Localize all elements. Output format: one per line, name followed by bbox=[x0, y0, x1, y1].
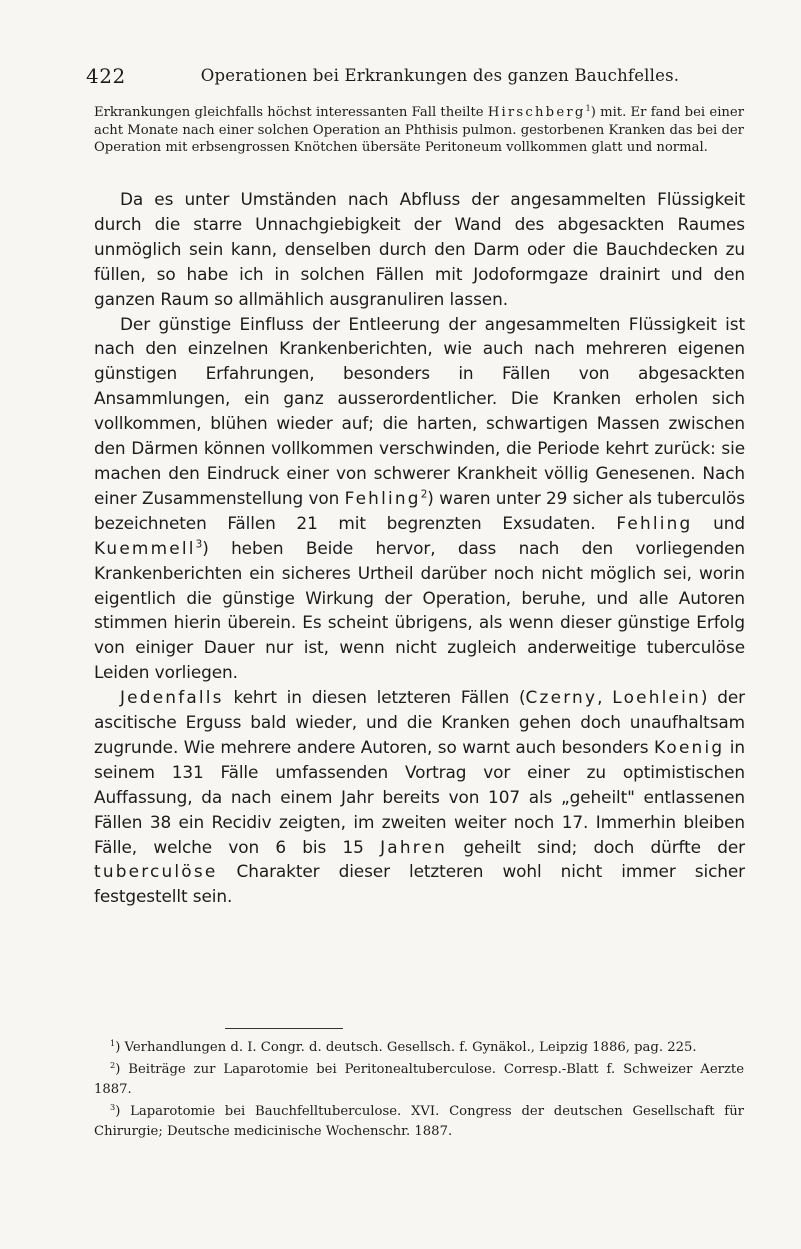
author-name: Fehling bbox=[616, 512, 693, 533]
paragraph-3: Jedenfalls kehrt in diesen letzteren Fällen (Czerny, Loehlein) der ascitische Erguss bald wieder, und die Kranken gehen doch unaufhaltsam zugrunde. Wie mehrere andere Autoren, so warnt auch besonders Koenig in seinem 131 Fälle umfassenden Vortrag vor einer zu optimistischen Auffassung, da nach einem Jahr bereits von 107 als „geheilt" entlassenen Fällen 38 ein Recidiv zeigten, im zweiten weiter noch 17. Immerhin bleiben Fälle, welche von 6 bis 15 Jahren geheilt sind; doch dürfte der tuberculöse Charakter dieser letzteren wohl nicht immer sicher festgestellt sein. bbox=[94, 687, 746, 907]
page-number: 422 bbox=[86, 64, 126, 88]
paragraph-1: Da es unter Umständen nach Abfluss der angesammelten Flüssigkeit durch die starre Unnachgiebigkeit der Wand des abgesackten Raumes unmöglich sein kann, denselben durch den Darm oder die Bauchdecken zu füllen, so habe ich in solchen Fällen mit Jodoformgaze drainirt und den ganzen Raum so allmählich ausgranuliren lassen. bbox=[94, 189, 745, 309]
author-name: Hirschberg bbox=[487, 105, 586, 120]
footnote-ref: 1 bbox=[585, 103, 591, 114]
author-name: Czerny bbox=[525, 687, 598, 708]
page-header bbox=[0, 64, 801, 88]
footnote-rule bbox=[225, 1028, 343, 1029]
author-name: Loehlein bbox=[612, 687, 701, 708]
author-name: Koenig bbox=[654, 736, 725, 757]
main-text bbox=[94, 187, 745, 909]
footnote-2: $^2$) Beiträge zur Laparotomie bei Peritonealtuberculose. Corresp.-Blatt f. Schweizer Aerzte 1887. bbox=[94, 1060, 744, 1097]
footnote-ref: 3 bbox=[195, 538, 203, 551]
author-name: Kuemmell bbox=[94, 537, 196, 558]
intro-paragraph: Erkrankungen gleichfalls höchst interessanten Fall theilte Hirschberg$^1$) mit. Er fand bei einer acht Monate nach einer solchen Operation an Phthisis pulmon. gestorbenen Kranken das bei der Operation mit erbsengrossen Knötchen übersäte Peritoneum vollkommen glatt und normal. bbox=[94, 103, 745, 156]
paragraph-2: Der günstige Einfluss der Entleerung der angesammelten Flüssigkeit ist nach den einzelnen Krankenberichten, wie auch nach mehreren eigenen günstigen Erfahrungen, besonders in Fällen von abgesackten Ansammlungen, ein ganz ausserordentlicher. Die Kranken erholen sich vollkommen, blühen wieder auf; die harten, schwartigen Massen zwischen den Därmen können vollkommen verschwinden, die Periode kehrt zurück: sie machen den Eindruck einer von schwerer Krankheit völlig Genesenen. Nach einer Zusammenstellung von Fehling$^2$) waren unter 29 sicher als tuberculös bezeichneten Fällen 21 mit begrenzten Exsudaten. Fehling und Kuemmell$^3$) heben Beide hervor, dass nach den vorliegenden Krankenberichten ein sicheres Urtheil darüber noch nicht möglich sei, worin eigentlich die günstige Wirkung der Operation, beruhe, und alle Autoren stimmen hierin überein. Es scheint übrigens, als wenn dieser günstige Erfolg von einiger Dauer nur ist, wenn nicht zugleich anderweitige tuberculöse Leiden vorliegen. bbox=[94, 313, 745, 683]
footnotes bbox=[94, 1038, 744, 1144]
running-title: Operationen bei Erkrankungen des ganzen Bauchfelles. bbox=[200, 66, 680, 85]
footnote-3: $^3$) Laparotomie bei Bauchfelltuberculose. XVI. Congress der deutschen Gesellschaft für Chirurgie; Deutsche medicinische Wochenschr. 1887. bbox=[94, 1102, 744, 1139]
footnote-ref: 2 bbox=[420, 488, 428, 501]
footnote-1: $^1$) Verhandlungen d. I. Congr. d. deutsch. Gesellsch. f. Gynäkol., Leipzig 1886, pag. 225. bbox=[110, 1038, 697, 1055]
author-name: Fehling bbox=[344, 487, 421, 508]
